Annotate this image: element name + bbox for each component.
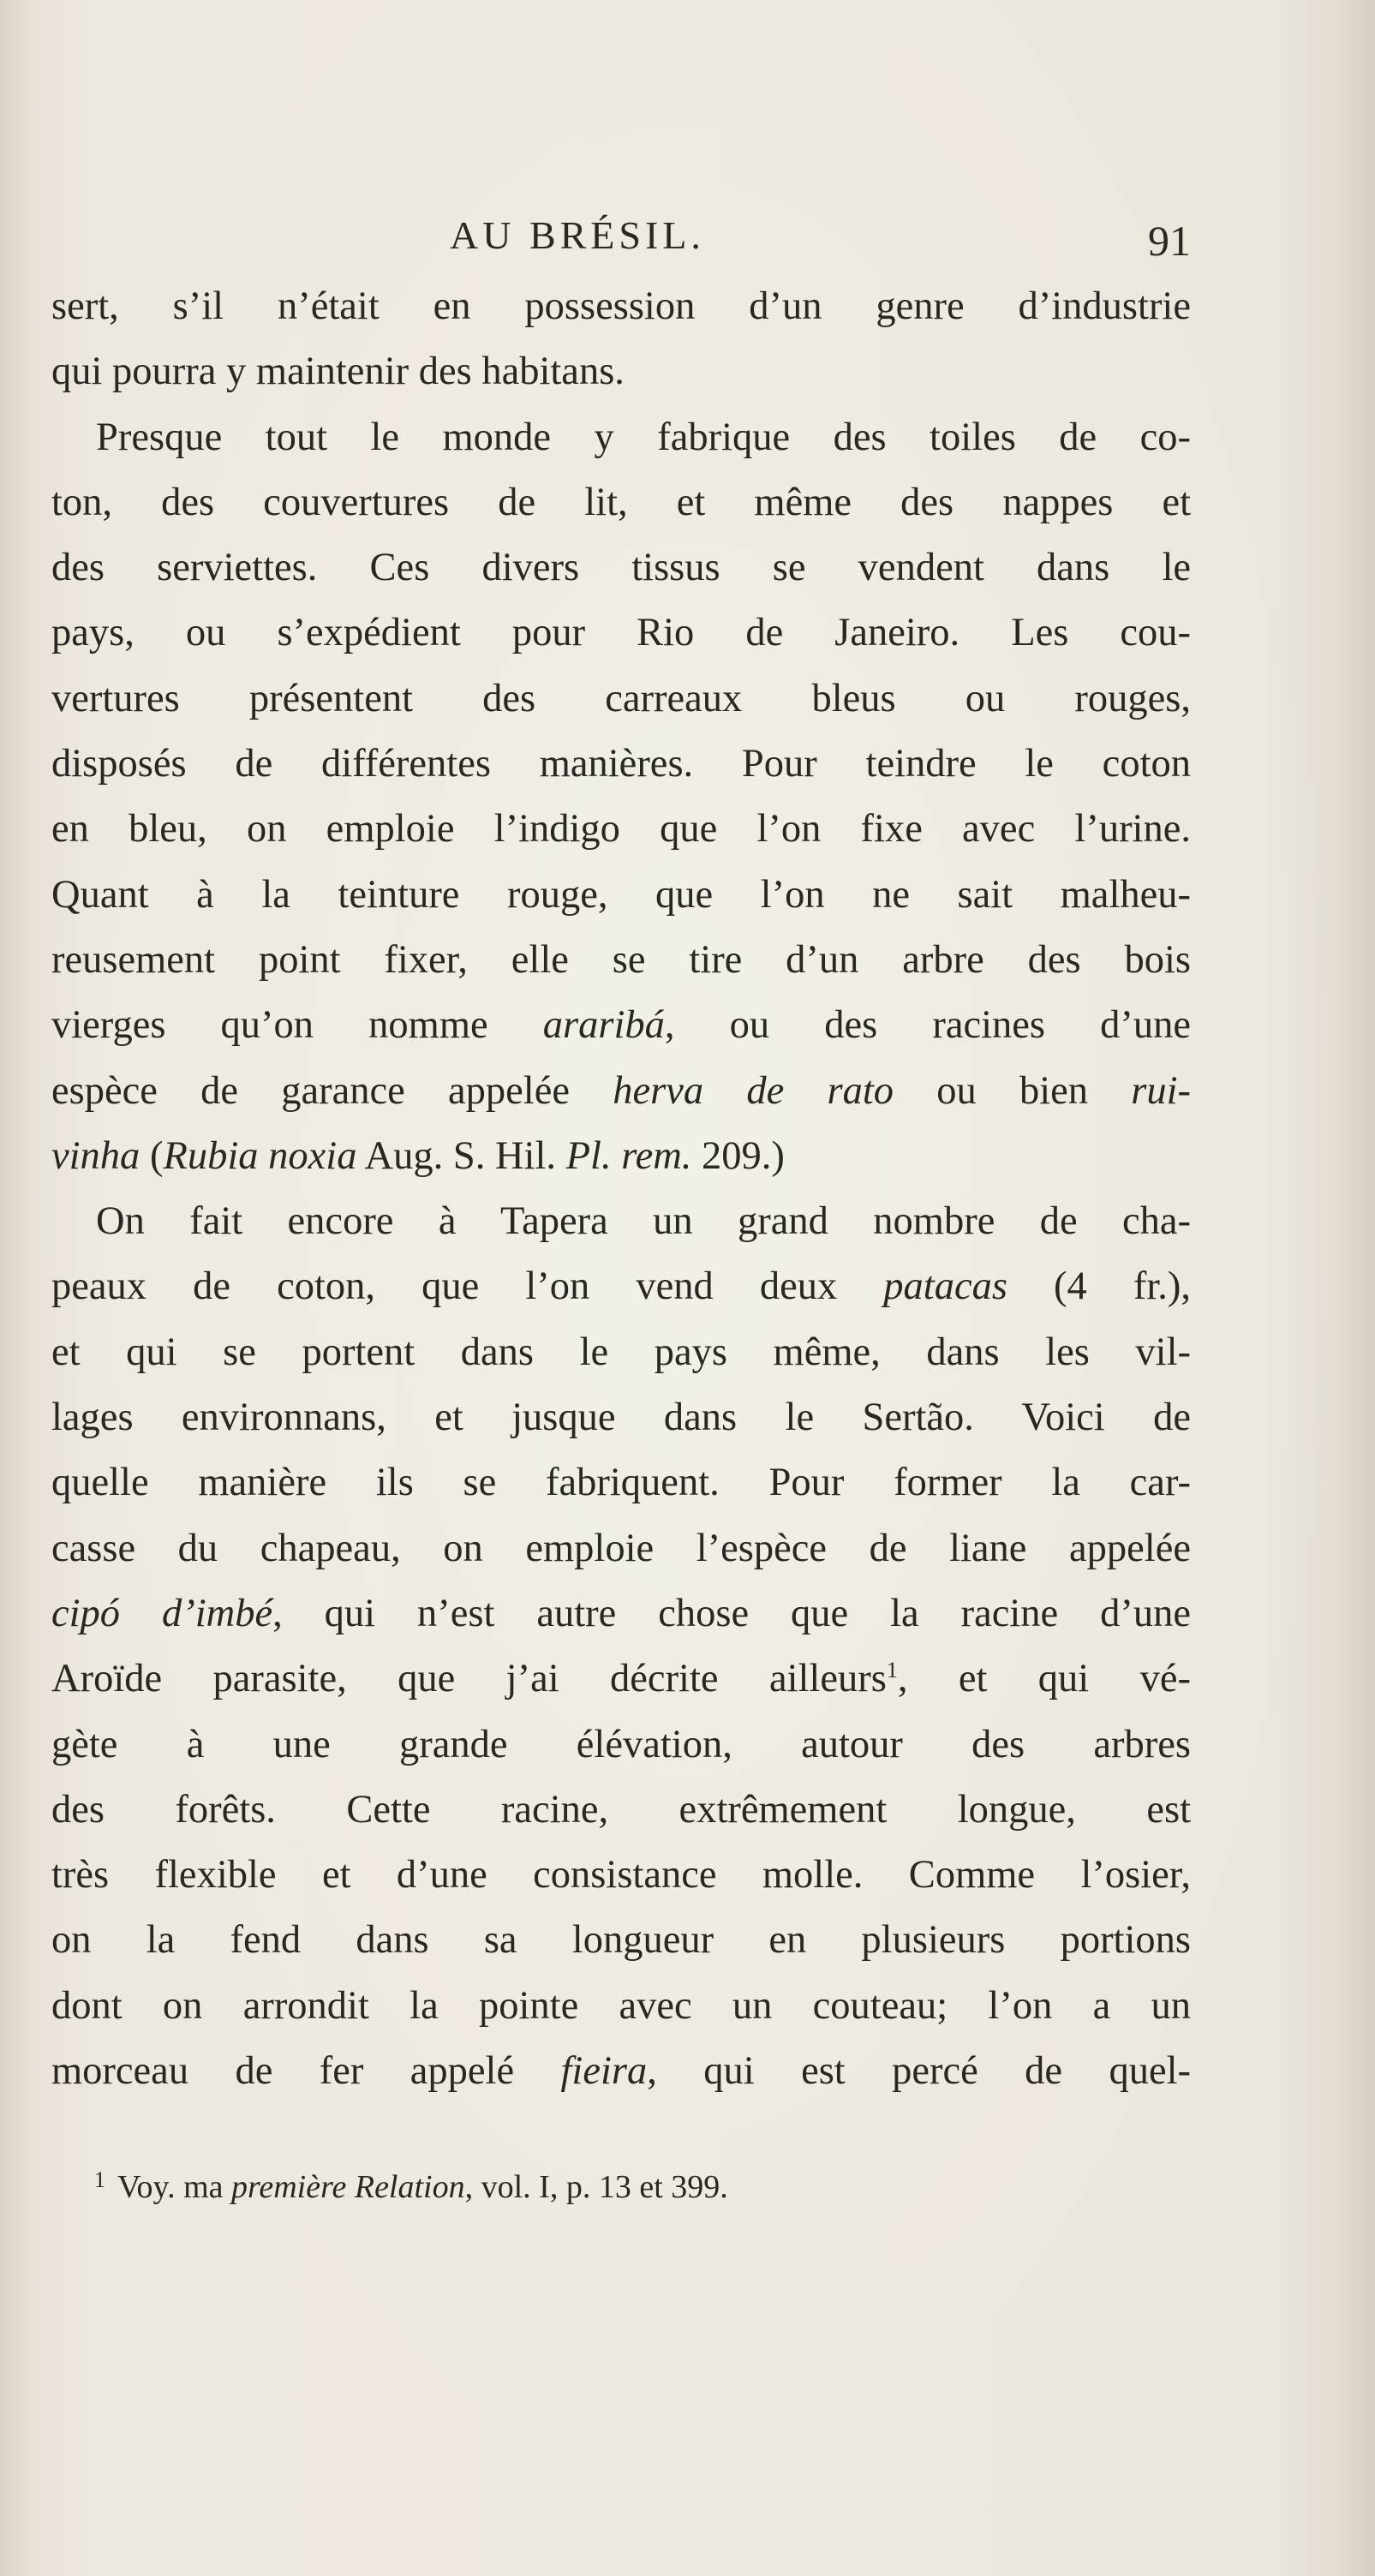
text-line <box>51 1059 1191 1124</box>
text-line <box>51 1647 1191 1712</box>
italic-term: Pl. rem. <box>565 1133 692 1178</box>
text-run: ou bien <box>894 1068 1132 1113</box>
footnote-title: première Relation <box>231 2169 465 2205</box>
text-run: 209.) <box>691 1133 785 1178</box>
body-text <box>51 274 1191 2104</box>
italic-term: cipó d’imbé <box>51 1591 273 1635</box>
text-line <box>51 993 1191 1058</box>
text-run: vierges qu’on nomme <box>51 1003 543 1048</box>
text-line: quelle manière ils se fabriquent. Pour former la car- <box>51 1461 1191 1505</box>
text-run: (4 fr.), <box>1007 1264 1192 1309</box>
text-line: qui pourra y maintenir des habitans. <box>51 350 625 394</box>
italic-term: araribá <box>542 1003 665 1048</box>
text-line: et qui se portent dans le pays même, dans les vil- <box>51 1330 1191 1374</box>
text-line: On fait encore à Tapera un grand nombre de cha- <box>96 1199 1191 1244</box>
text-line: disposés de différentes manières. Pour teindre le coton <box>51 742 1191 786</box>
text-line: reusement point fixer, elle se tire d’un arbre des bois <box>51 937 1191 982</box>
italic-term: Rubia noxia <box>163 1133 357 1178</box>
italic-term: patacas <box>883 1264 1007 1309</box>
page-header <box>51 206 1191 283</box>
page-number: 91 <box>1148 217 1191 265</box>
text-run: Aug. S. Hil. <box>356 1133 566 1178</box>
text-line: lages environnans, et jusque dans le Sertão. Voici de <box>51 1396 1191 1440</box>
text-line <box>51 1124 1191 1189</box>
text-line: sert, s’il n’était en possession d’un genre d’industrie <box>51 284 1191 328</box>
text-line <box>51 1581 1191 1647</box>
italic-term: rui- <box>1131 1068 1192 1113</box>
text-run: morceau de fer appelé <box>51 2049 561 2094</box>
text-run: espèce de garance appelée <box>51 1068 613 1113</box>
footnote-text: , vol. I, p. 13 et 399. <box>464 2169 728 2205</box>
text-line: vertures présentent des carreaux bleus ou rouges, <box>51 676 1191 720</box>
footnote-text: Voy. ma <box>117 2169 231 2205</box>
text-line: dont on arrondit la pointe avec un couteau; l’on a un <box>51 1983 1191 2028</box>
text-run: peaux de coton, que l’on vend deux <box>51 1264 884 1309</box>
italic-term: vinha <box>51 1133 140 1178</box>
text-line <box>51 2039 1191 2104</box>
text-run: , qui n’est autre chose que la racine d’une <box>272 1591 1191 1635</box>
footnote-reference: 1 <box>886 1658 898 1683</box>
running-title: AU BRÉSIL. <box>450 213 705 257</box>
text-line: on la fend dans sa longueur en plusieurs portions <box>51 1918 1191 1963</box>
footnote-marker: 1 <box>94 2167 105 2192</box>
text-run: , ou des racines d’une <box>664 1003 1191 1048</box>
text-line: Quant à la teinture rouge, que l’on ne sait malheu- <box>51 872 1191 917</box>
text-run: , qui est percé de quel- <box>647 2049 1191 2094</box>
italic-term: fieira <box>560 2049 648 2094</box>
footnote <box>94 2167 1122 2206</box>
text-line: pays, ou s’expédient pour Rio de Janeiro. Les cou- <box>51 611 1191 655</box>
text-run: , et qui vé- <box>897 1657 1191 1701</box>
text-line: casse du chapeau, on emploie l’espèce de liane appelée <box>51 1526 1191 1570</box>
text-line: Presque tout le monde y fabrique des toiles de co- <box>96 415 1191 459</box>
text-line <box>51 1254 1191 1319</box>
text-run: Aroïde parasite, que j’ai décrite ailleurs <box>51 1657 887 1701</box>
text-line: ton, des couvertures de lit, et même des nappes et <box>51 480 1191 524</box>
text-line: des forêts. Cette racine, extrêmement longue, est <box>51 1787 1191 1832</box>
italic-term: herva de rato <box>613 1068 894 1113</box>
text-line: gète à une grande élévation, autour des arbres <box>51 1722 1191 1766</box>
text-line: très flexible et d’une consistance molle. Comme l’osier, <box>51 1853 1191 1898</box>
text-run: ( <box>140 1133 164 1178</box>
text-line: en bleu, on emploie l’indigo que l’on fixe avec l’urine. <box>51 807 1191 852</box>
text-line: des serviettes. Ces divers tissus se vendent dans le <box>51 546 1191 590</box>
